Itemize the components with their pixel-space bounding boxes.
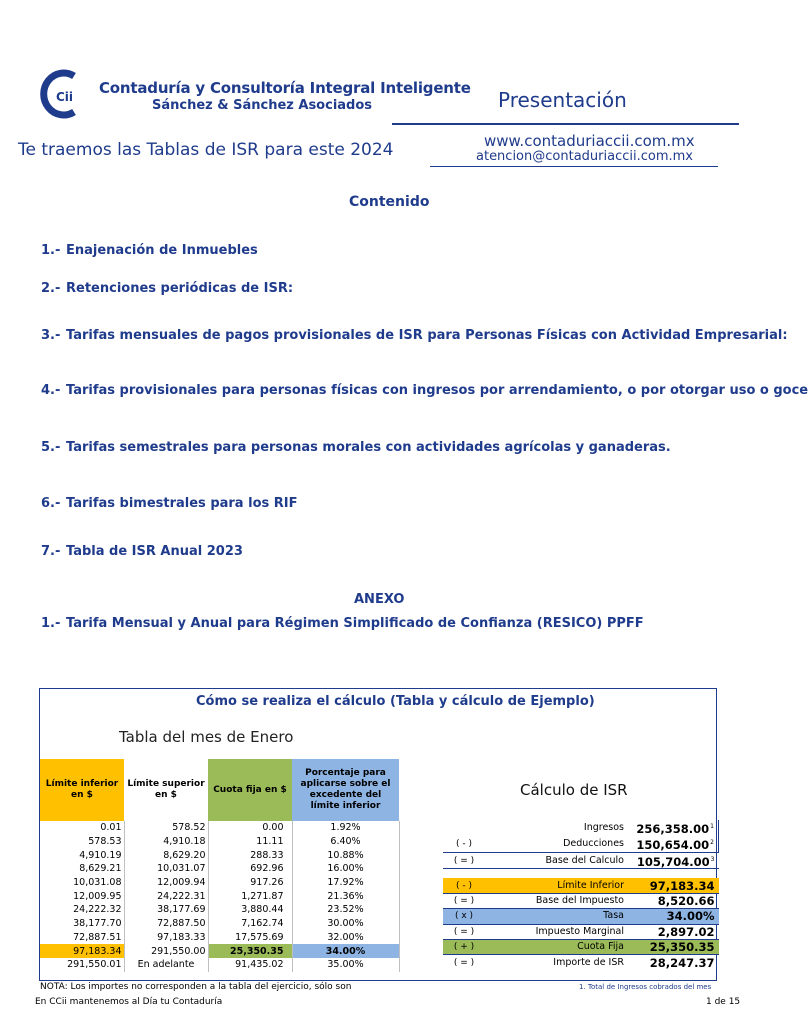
title-divider — [392, 123, 739, 125]
cell-limite-superior: 8,629.20 — [124, 848, 208, 862]
calc-value: 25,350.35 — [628, 940, 719, 955]
calc-row-deducciones — [443, 836, 719, 852]
toc-number: 1.- — [41, 616, 61, 631]
cell-limite-inferior: 10,031.08 — [40, 876, 124, 890]
cell-porcentaje: 10.88% — [292, 848, 399, 862]
cell-limite-superior: 291,550.00 — [124, 944, 208, 958]
cell-porcentaje: 32.00% — [292, 931, 399, 945]
calc-label: Base del Impuesto — [485, 893, 628, 908]
cell-porcentaje: 30.00% — [292, 917, 399, 931]
cell-limite-superior: 72,887.50 — [124, 917, 208, 931]
contact-divider — [430, 166, 718, 167]
calc-value-text: 150,654.00 — [636, 837, 710, 852]
cell-porcentaje: 16.00% — [292, 862, 399, 876]
toc-item-2[interactable] — [41, 281, 718, 296]
annex-item-1[interactable] — [41, 616, 718, 631]
isr-tariff-table — [40, 759, 400, 972]
toc-number: 3.- — [41, 328, 61, 343]
cell-limite-inferior: 72,887.51 — [40, 931, 124, 945]
calc-label: Base del Calculo — [485, 852, 628, 869]
cell-limite-inferior: 291,550.01 — [40, 958, 124, 972]
cell-limite-superior: 10,031.07 — [124, 862, 208, 876]
table-row — [40, 835, 399, 849]
cell-limite-superior: En adelante — [124, 958, 208, 972]
calc-ref: 2 — [710, 838, 714, 846]
toc-label: Tarifas provisionales para personas físicas con ingresos por arrendamiento, o por otorgar uso o goce — [66, 383, 808, 398]
toc-item-6[interactable] — [41, 496, 718, 511]
toc-item-1[interactable] — [41, 243, 718, 258]
calc-label: Límite Inferior — [485, 878, 628, 893]
table-row — [40, 903, 399, 917]
toc-number: 7.- — [41, 544, 61, 559]
example-note: NOTA: Los importes no corresponden a la tabla del ejercicio, sólo son — [40, 982, 352, 992]
cell-limite-inferior: 12,009.95 — [40, 889, 124, 903]
cell-porcentaje: 35.00% — [292, 958, 399, 972]
calc-operator: ( = ) — [443, 852, 485, 869]
calc-value-text: 105,704.00 — [636, 854, 710, 869]
toc-number: 1.- — [41, 243, 61, 258]
cell-limite-inferior: 24,222.32 — [40, 903, 124, 917]
calc-row-ingresos — [443, 820, 719, 836]
annex-heading: ANEXO — [354, 592, 405, 607]
calc-spacer — [443, 869, 719, 879]
tagline-text: Te traemos las Tablas de ISR para este 2024 — [18, 140, 394, 160]
tagline — [18, 140, 428, 160]
calc-row-base-calculo — [443, 852, 719, 869]
toc-number: 4.- — [41, 383, 61, 398]
website-link[interactable]: www.contaduriaccii.com.mx — [484, 132, 695, 150]
cell-cuota-fija: 17,575.69 — [208, 931, 292, 945]
calc-ref: 1 — [710, 823, 714, 830]
calc-value — [628, 836, 719, 852]
cell-cuota-fija: 3,880.44 — [208, 903, 292, 917]
header-limite-superior: Límite superior en $ — [124, 759, 208, 821]
company-name: Contaduría y Consultoría Integral Inteligente — [99, 79, 471, 97]
calc-operator: ( + ) — [443, 940, 485, 955]
calc-operator: ( - ) — [443, 836, 485, 852]
calc-value: 97,183.34 — [628, 878, 719, 893]
calc-label: Deducciones — [485, 836, 628, 852]
cell-cuota-fija: 0.00 — [208, 821, 292, 835]
calc-ref: 3 — [710, 855, 715, 863]
cell-cuota-fija: 288.33 — [208, 848, 292, 862]
cell-limite-inferior: 8,629.21 — [40, 862, 124, 876]
calc-row-cuota-fija — [443, 940, 719, 955]
toc-label: Tarifas bimestrales para los RIF — [66, 496, 298, 511]
cell-porcentaje: 21.36% — [292, 889, 399, 903]
table-row — [40, 821, 399, 835]
calc-label: Cuota Fija — [485, 940, 628, 955]
calc-operator: ( = ) — [453, 957, 475, 968]
table-row — [40, 931, 399, 945]
toc-label: Tarifa Mensual y Anual para Régimen Simplificado de Confianza (RESICO) PPFF — [66, 616, 644, 631]
toc-item-3[interactable] — [41, 328, 788, 343]
toc-item-7[interactable] — [41, 544, 718, 559]
calc-operator — [443, 820, 485, 836]
cell-porcentaje: 17.92% — [292, 876, 399, 890]
tariff-header-row — [40, 759, 399, 821]
isr-calculation-table — [443, 820, 719, 970]
cell-limite-inferior: 578.53 — [40, 835, 124, 849]
table-row — [40, 917, 399, 931]
calc-row-base-impuesto — [443, 893, 719, 908]
calc-value: 2,897.02 — [628, 924, 719, 939]
contents-heading: Contenido — [349, 194, 430, 210]
toc-label: Enajenación de Inmuebles — [66, 243, 258, 258]
calc-value: 8,520.66 — [628, 893, 719, 908]
cell-limite-inferior: 4,910.19 — [40, 848, 124, 862]
cell-porcentaje: 1.92% — [292, 821, 399, 835]
calc-operator: ( x ) — [443, 909, 485, 924]
table-row — [40, 958, 399, 972]
table-row — [40, 876, 399, 890]
calc-value: 34.00% — [628, 909, 719, 924]
calc-row-importe-isr — [443, 955, 719, 970]
cell-cuota-fija: 11.11 — [208, 835, 292, 849]
cell-limite-inferior: 0.01 — [40, 821, 124, 835]
cell-limite-inferior: 38,177.70 — [40, 917, 124, 931]
cell-cuota-fija: 25,350.35 — [208, 944, 292, 958]
cell-limite-superior: 38,177.69 — [124, 903, 208, 917]
toc-item-4[interactable] — [41, 383, 808, 398]
cell-limite-inferior: 97,183.34 — [40, 944, 124, 958]
month-table-title: Tabla del mes de Enero — [119, 728, 294, 746]
calc-label: Impuesto Marginal — [485, 924, 628, 939]
footer-slogan: En CCii mantenemos al Día tu Contaduría — [35, 997, 223, 1007]
cell-porcentaje: 6.40% — [292, 835, 399, 849]
table-row — [40, 889, 399, 903]
calc-value: 28,247.37 — [649, 955, 715, 970]
calc-row-impuesto-marginal — [443, 924, 719, 939]
cell-limite-superior: 578.52 — [124, 821, 208, 835]
header-cuota-fija: Cuota fija en $ — [208, 759, 292, 821]
calc-value — [628, 820, 719, 836]
calc-title: Cálculo de ISR — [520, 781, 628, 799]
cell-limite-superior: 4,910.18 — [124, 835, 208, 849]
cell-cuota-fija: 91,435.02 — [208, 958, 292, 972]
calc-row-limite-inferior — [443, 878, 719, 893]
table-row — [40, 862, 399, 876]
page-number: 1 de 15 — [706, 997, 741, 1007]
toc-number: 6.- — [41, 496, 61, 511]
company-logo — [44, 70, 80, 118]
company-subtitle: Sánchez & Sánchez Asociados — [152, 98, 373, 113]
toc-label: Tarifas semestrales para personas morales con actividades agrícolas y ganaderas. — [66, 440, 671, 455]
example-footnote: 1. Total de Ingresos cobrados del mes — [579, 983, 712, 991]
table-row — [40, 848, 399, 862]
logo-text: Cii — [56, 90, 74, 104]
email-link[interactable]: atencion@contaduriaccii.com.mx — [476, 149, 693, 164]
example-title: Cómo se realiza el cálculo (Tabla y cálculo de Ejemplo) — [196, 694, 595, 709]
calc-value-text: 256,358.00 — [636, 821, 710, 836]
calc-label: Importe de ISR — [553, 956, 624, 968]
cell-cuota-fija: 917.26 — [208, 876, 292, 890]
cell-porcentaje: 34.00% — [292, 944, 399, 958]
cell-cuota-fija: 1,271.87 — [208, 889, 292, 903]
calc-operator: ( - ) — [443, 878, 485, 893]
cell-limite-superior: 97,183.33 — [124, 931, 208, 945]
calc-operator: ( = ) — [443, 924, 485, 939]
toc-label: Tabla de ISR Anual 2023 — [66, 544, 243, 559]
table-row-highlighted — [40, 944, 399, 958]
cell-limite-superior: 24,222.31 — [124, 889, 208, 903]
toc-item-5[interactable] — [41, 440, 718, 455]
page-title: Presentación — [498, 88, 627, 112]
calc-label: Ingresos — [583, 821, 624, 833]
cell-porcentaje: 23.52% — [292, 903, 399, 917]
calc-label: Tasa — [485, 909, 628, 924]
cell-limite-superior: 12,009.94 — [124, 876, 208, 890]
toc-number: 5.- — [41, 440, 61, 455]
header-porcentaje: Porcentaje para aplicarse sobre el excedente del límite inferior — [292, 759, 399, 821]
calc-value — [628, 852, 719, 869]
cell-cuota-fija: 692.96 — [208, 862, 292, 876]
calc-row-tasa — [443, 909, 719, 924]
toc-number: 2.- — [41, 281, 61, 296]
calc-operator: ( = ) — [443, 893, 485, 908]
header-limite-inferior: Límite inferior en $ — [40, 759, 124, 821]
toc-label: Tarifas mensuales de pagos provisionales de ISR para Personas Físicas con Actividad Empresarial: — [66, 328, 788, 343]
toc-label: Retenciones periódicas de ISR: — [66, 281, 294, 296]
cell-cuota-fija: 7,162.74 — [208, 917, 292, 931]
